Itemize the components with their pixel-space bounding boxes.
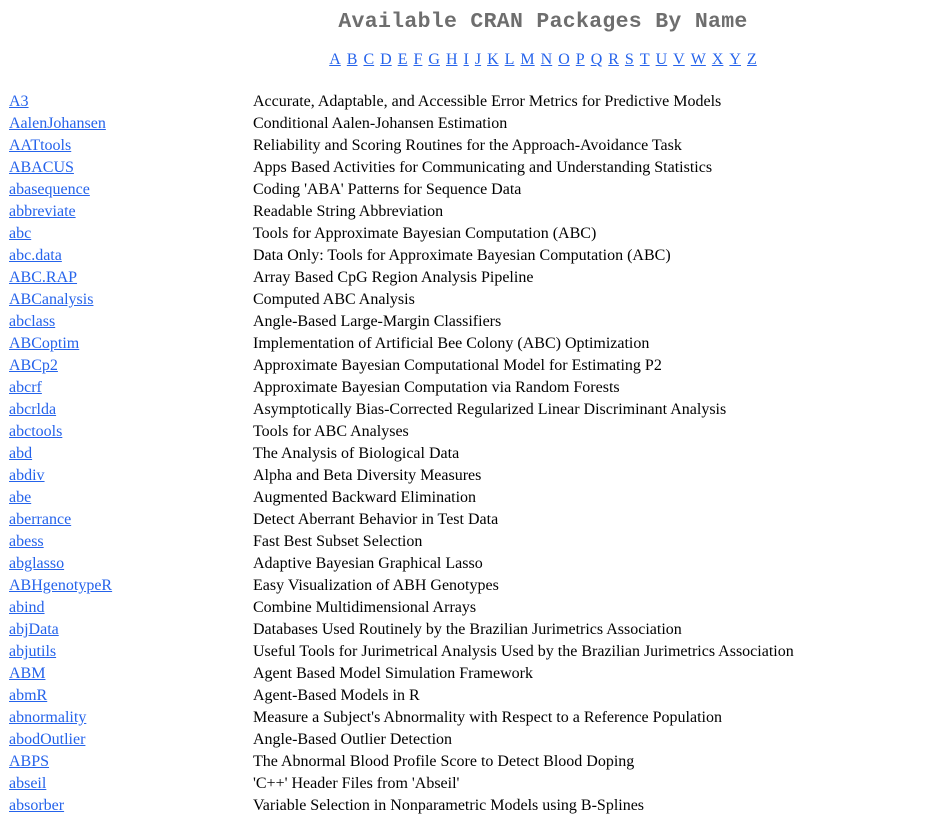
package-link[interactable]: A3 — [9, 93, 29, 110]
package-description: Approximate Bayesian Computation via Random Forests — [253, 379, 620, 396]
package-name-cell — [9, 443, 253, 465]
package-name-cell — [9, 729, 253, 751]
page-title: Available CRAN Packages By Name — [338, 10, 748, 34]
table-row — [9, 333, 794, 355]
letter-link-o[interactable]: O — [558, 51, 570, 68]
package-description: Apps Based Activities for Communicating and Understanding Statistics — [253, 159, 713, 176]
package-description: Angle-Based Outlier Detection — [253, 731, 453, 748]
package-description: Data Only: Tools for Approximate Bayesian Computation (ABC) — [253, 247, 671, 264]
table-row — [9, 267, 794, 289]
table-row — [9, 135, 794, 157]
letter-link-n[interactable]: N — [540, 51, 553, 68]
package-link[interactable]: abess — [9, 533, 44, 550]
package-name-cell — [9, 157, 253, 179]
package-link[interactable]: ABACUS — [9, 159, 74, 176]
package-name-cell — [9, 201, 253, 223]
package-description: Variable Selection in Nonparametric Models using B-Splines — [253, 797, 645, 814]
package-description: Agent-Based Models in R — [253, 687, 420, 704]
table-row — [9, 509, 794, 531]
table-row — [9, 113, 794, 135]
table-row — [9, 707, 794, 729]
table-row — [9, 729, 794, 751]
package-description: The Abnormal Blood Profile Score to Detect Blood Doping — [253, 753, 635, 770]
package-link[interactable]: AalenJohansen — [9, 115, 106, 132]
package-description: Fast Best Subset Selection — [253, 533, 423, 550]
table-row — [9, 641, 794, 663]
table-row — [9, 355, 794, 377]
package-link[interactable]: abe — [9, 489, 32, 506]
package-link[interactable]: ABHgenotypeR — [9, 577, 113, 594]
package-description: Angle-Based Large-Margin Classifiers — [253, 313, 502, 330]
package-link[interactable]: AATtools — [9, 137, 72, 154]
package-name-cell — [9, 179, 253, 201]
letter-link-f[interactable]: F — [413, 51, 423, 68]
package-link[interactable]: abind — [9, 599, 45, 616]
letter-link-b[interactable]: B — [346, 51, 358, 68]
letter-link-y[interactable]: Y — [729, 51, 741, 68]
table-row — [9, 223, 794, 245]
package-name-cell — [9, 685, 253, 707]
package-name-cell — [9, 355, 253, 377]
package-name-cell — [9, 597, 253, 619]
package-name-cell — [9, 795, 253, 817]
letter-link-a[interactable]: A — [329, 51, 341, 68]
package-description: Agent Based Model Simulation Framework — [253, 665, 533, 682]
table-row — [9, 773, 794, 795]
package-description: Detect Aberrant Behavior in Test Data — [253, 511, 499, 528]
table-row — [9, 157, 794, 179]
package-link[interactable]: abseil — [9, 775, 47, 792]
letter-link-e[interactable]: E — [397, 51, 408, 68]
package-name-cell — [9, 641, 253, 663]
package-link[interactable]: abctools — [9, 423, 63, 440]
package-name-cell — [9, 135, 253, 157]
letter-link-s[interactable]: S — [624, 51, 634, 68]
letter-link-t[interactable]: T — [639, 51, 650, 68]
package-table — [9, 91, 794, 817]
package-link[interactable]: ABC.RAP — [9, 269, 78, 286]
letter-link-q[interactable]: Q — [590, 51, 603, 68]
table-row — [9, 289, 794, 311]
table-row — [9, 443, 794, 465]
table-row — [9, 91, 794, 113]
letter-link-c[interactable]: C — [363, 51, 375, 68]
package-description: Reliability and Scoring Routines for the Approach-Avoidance Task — [253, 137, 682, 154]
package-description: Array Based CpG Region Analysis Pipeline — [253, 269, 534, 286]
package-name-cell — [9, 113, 253, 135]
package-description: Adaptive Bayesian Graphical Lasso — [253, 555, 483, 572]
table-row — [9, 685, 794, 707]
letter-link-i[interactable]: I — [463, 51, 469, 68]
table-row — [9, 531, 794, 553]
package-name-cell — [9, 333, 253, 355]
package-name-cell — [9, 289, 253, 311]
table-row — [9, 487, 794, 509]
package-link[interactable]: abodOutlier — [9, 731, 86, 748]
package-description: The Analysis of Biological Data — [253, 445, 460, 462]
letter-link-p[interactable]: P — [575, 51, 585, 68]
table-row — [9, 553, 794, 575]
package-description: Useful Tools for Jurimetrical Analysis Used by the Brazilian Jurimetrics Association — [253, 643, 794, 660]
package-link[interactable]: abglasso — [9, 555, 65, 572]
package-name-cell — [9, 465, 253, 487]
package-description: Tools for ABC Analyses — [253, 423, 409, 440]
package-description: Easy Visualization of ABH Genotypes — [253, 577, 499, 594]
table-row — [9, 465, 794, 487]
letter-link-j[interactable]: J — [474, 51, 482, 68]
table-row — [9, 751, 794, 773]
package-description: Readable String Abbreviation — [253, 203, 444, 220]
package-link[interactable]: ABM — [9, 665, 46, 682]
package-name-cell — [9, 531, 253, 553]
package-name-cell — [9, 751, 253, 773]
table-row — [9, 663, 794, 685]
table-row — [9, 377, 794, 399]
package-description: Combine Multidimensional Arrays — [253, 599, 477, 616]
package-link[interactable]: abbreviate — [9, 203, 76, 220]
table-row — [9, 179, 794, 201]
package-link[interactable]: abcrlda — [9, 401, 57, 418]
package-name-cell — [9, 553, 253, 575]
package-description: Approximate Bayesian Computational Model for Estimating P2 — [253, 357, 662, 374]
table-row — [9, 575, 794, 597]
package-name-cell — [9, 619, 253, 641]
package-link[interactable]: ABCoptim — [9, 335, 80, 352]
letter-link-d[interactable]: D — [380, 51, 392, 68]
package-link[interactable]: ABCanalysis — [9, 291, 94, 308]
letter-link-x[interactable]: X — [711, 51, 724, 68]
package-description: Alpha and Beta Diversity Measures — [253, 467, 482, 484]
letter-link-k[interactable]: K — [487, 51, 499, 68]
table-row — [9, 201, 794, 223]
package-link[interactable]: abc.data — [9, 247, 62, 264]
package-link[interactable]: ABCp2 — [9, 357, 58, 374]
letter-link-w[interactable]: W — [690, 51, 706, 68]
letter-nav — [0, 51, 952, 69]
letter-link-h[interactable]: H — [445, 51, 458, 68]
package-description: Measure a Subject's Abnormality with Respect to a Reference Population — [253, 709, 722, 726]
table-row — [9, 421, 794, 443]
letter-link-l[interactable]: L — [504, 51, 515, 68]
table-row — [9, 245, 794, 267]
package-name-cell — [9, 421, 253, 443]
package-description: Databases Used Routinely by the Brazilian Jurimetrics Association — [253, 621, 682, 638]
package-description: Augmented Backward Elimination — [253, 489, 477, 506]
package-link[interactable]: abasequence — [9, 181, 90, 198]
letter-link-r[interactable]: R — [608, 51, 619, 68]
package-name-cell — [9, 399, 253, 421]
package-description: Conditional Aalen-Johansen Estimation — [253, 115, 508, 132]
package-name-cell — [9, 91, 253, 113]
package-link[interactable]: abjutils — [9, 643, 57, 660]
package-name-cell — [9, 707, 253, 729]
package-description: Accurate, Adaptable, and Accessible Error Metrics for Predictive Models — [253, 93, 722, 110]
table-row — [9, 619, 794, 641]
table-row — [9, 399, 794, 421]
package-name-cell — [9, 267, 253, 289]
package-link[interactable]: aberrance — [9, 511, 72, 528]
package-link[interactable]: abc — [9, 225, 32, 242]
letter-link-z[interactable]: Z — [746, 51, 757, 68]
package-name-cell — [9, 509, 253, 531]
package-name-cell — [9, 773, 253, 795]
package-description: Computed ABC Analysis — [253, 291, 415, 308]
table-row — [9, 597, 794, 619]
package-name-cell — [9, 223, 253, 245]
package-link[interactable]: abmR — [9, 687, 48, 704]
package-name-cell — [9, 245, 253, 267]
package-description: 'C++' Header Files from 'Abseil' — [253, 775, 460, 792]
package-name-cell — [9, 487, 253, 509]
letter-link-m[interactable]: M — [520, 51, 535, 68]
letter-link-v[interactable]: V — [673, 51, 685, 68]
package-link[interactable]: abjData — [9, 621, 59, 638]
package-link[interactable]: abcrf — [9, 379, 42, 396]
package-description: Tools for Approximate Bayesian Computation (ABC) — [253, 225, 597, 242]
package-description: Asymptotically Bias-Corrected Regularized Linear Discriminant Analysis — [253, 401, 727, 418]
package-name-cell — [9, 377, 253, 399]
package-link[interactable]: abdiv — [9, 467, 45, 484]
letter-link-g[interactable]: G — [428, 51, 440, 68]
package-link[interactable]: abclass — [9, 313, 56, 330]
table-row — [9, 795, 794, 817]
package-name-cell — [9, 663, 253, 685]
package-description: Implementation of Artificial Bee Colony (ABC) Optimization — [253, 335, 650, 352]
package-link[interactable]: ABPS — [9, 753, 50, 770]
package-name-cell — [9, 575, 253, 597]
package-link[interactable]: abnormality — [9, 709, 87, 726]
package-link[interactable]: absorber — [9, 797, 65, 814]
package-name-cell — [9, 311, 253, 333]
package-link[interactable]: abd — [9, 445, 33, 462]
letter-link-u[interactable]: U — [655, 51, 668, 68]
table-row — [9, 311, 794, 333]
package-description: Coding 'ABA' Patterns for Sequence Data — [253, 181, 522, 198]
